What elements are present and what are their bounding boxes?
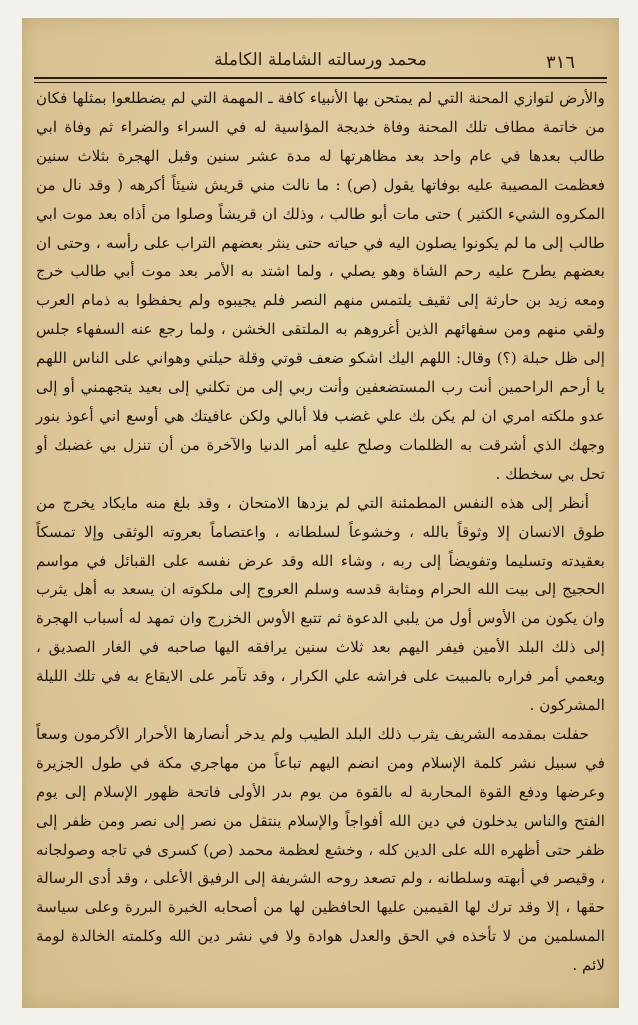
book-page — [22, 18, 619, 1008]
body-text — [36, 84, 605, 996]
header-rule-thin — [34, 82, 607, 83]
header-rule — [34, 77, 607, 79]
paragraph: حفلت بمقدمه الشريف يثرب ذلك البلد الطيب ولم يدخر أنصارها الأحرار الأكرمون وسعاً في سبيل نشر كلمة الإسلام ومن انضم اليهم تباعاً من مهاجري مكة في طول الجزيرة وعرضها ودفع القوة المحاربة له بالقوة من يوم بدر الأولى فاتحة ظهور الإسلام إلى يوم الفتح والناس يدخلون في دين الله أفواجاً والإسلام ينتقل من نصر إلى نصر ومن ظفر إلى ظفر حتى أظهره الله على الدين كله ، وخشع لعظمة محمد (ص) كسرى في تاجه وصولجانه ، وقيصر في أبهته وسلطانه ، ولم تصعد روحه الشريفة إلى الرفيق الأعلى ، وقد أدى الرسالة حقها ، إلا وقد ترك لها القيمين عليها الحافظين لها من أصحابه الخيرة البررة وعلى سياسة المسلمين من لا تأخذه في الحق والعدل هوادة ولا في نشر دين الله وكلمته الخالدة لومة لائم . — [36, 724, 605, 975]
running-title: محمد ورسالته الشاملة الكاملة — [214, 50, 427, 70]
paragraph: والأرض لتوازي المحنة التي لم يمتحن بها الأنبياء كافة ـ المهمة التي لم يضطلعوا بمثلها فكان من خاتمة مطاف تلك المحنة وفاة خديجة المؤاسية له في السراء والضراء ثم وفاة ابي طالب بعدها في عام واحد بعد مظاهرتها له مدة عشر سنين وقبل الهجرة بثلاث سنين فعظمت المصيبة عليه بوفاتها يقول (ص) : ما نالت مني قريش شيئاً أكرهه ( وقد نال من المكروه الشيء الكثير ) حتى مات أبو طالب ، وذلك ان قريشاً وصلوا من أذاه بعد موت ابي طالب إلى ما لم يكونوا يصلون اليه في حياته حتى ينثر بعضهم التراب على رأسه ، وحتى ان بعضهم يطرح عليه رحم الشاة وهو يصلي ، ولما اشتد به الأمر بعد موت أبي طالب خرج ومعه زيد بن حارثة إلى ثقيف يلتمس منهم النصر فلم يجيبوه ولم يحفظوا به ذمام العرب ولقي منهم ومن سفهائهم الذين أغروهم به الملتقى الخشن ، ولما رجع عنه السفهاء جلس إلى ظل حبلة (؟) وقال: اللهم اليك اشكو ضعف قوتي وقلة حيلتي وهواني على الناس اللهم يا أرحم الراحمين أنت رب المستضعفين وأنت ربي إلى من تكلني إلى بعيد يتجهمني أو إلى عدو ملكته امري ان لم يكن بك علي غضب فلا أبالي ولكن عافيتك هي أوسع اني أعوذ بنور وجهك الذي أشرقت به الظلمات وصلح عليه أمر الدنيا والآخرة من أن تنزل بي غضبك أو تحل بي سخطك . — [36, 89, 605, 483]
paragraph: أنظر إلى هذه النفس المطمئنة التي لم يزدها الامتحان ، وقد بلغ منه مايكاد يخرج من طوق الانسان إلا وثوقاً بالله ، وخشوعاً لسلطانه ، واعتصاماً بعروته الوثقى وإلا تمسكاً بعقيدته وتسليما وتفويضاً إلى ربه ، وشاء الله وقد عرض نفسه على القبائل في مواسم الحجيج إلى بيت الله الحرام ومثابة قدسه وسلم العروج إلى ملكوته ان يسعد به أهل يثرب وان يكون من الأوس أول من يلبي الدعوة ثم تتبع الأوس الخزرج وان تمهد له أسباب الهجرة إلى ذلك البلد الأمين فيفر اليهم بعد ثلاث سنين يرافقه اليها صاحبه في الغار الصديق ، ويعمي أمر فراره بالمبيت على فراشه علي الكرار ، وقد تآمر على الايقاع به في تلك الليلة المشركون . — [36, 493, 605, 715]
page-number: ٣١٦ — [545, 52, 575, 73]
